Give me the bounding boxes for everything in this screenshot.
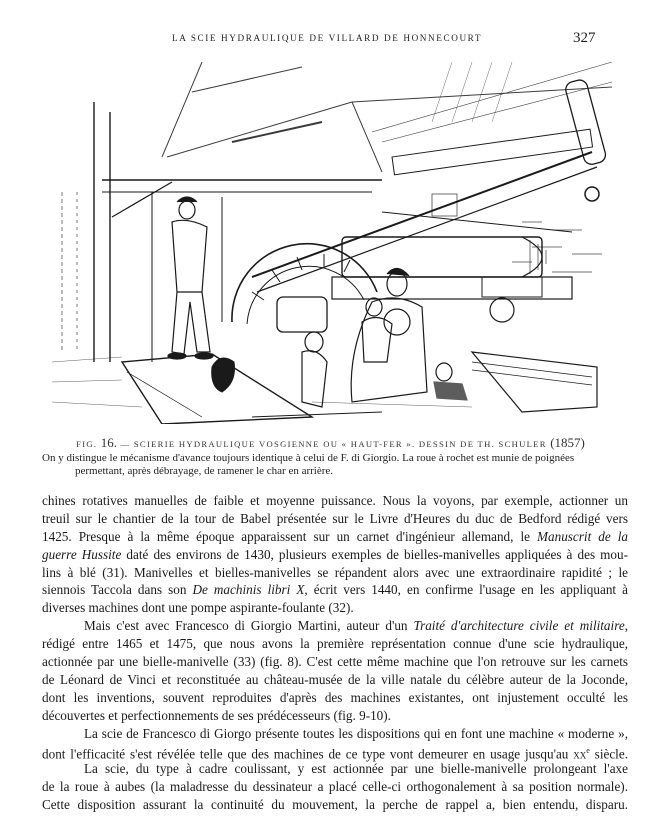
text-line: actionnée par une bielle-manivelle (33) (fig. 8). C'est cette même machine que l'on retrouve sur les carnets: [42, 654, 628, 670]
text-line: de la roue à aubes (la maladresse du dessinateur a placé celle-ci orthogonalement à sa position normale).: [42, 779, 628, 795]
text-line: de Léonard de Vinci et reconstituée au château-musée de la ville natale du célèbre auteur de la Joconde,: [42, 671, 628, 687]
caption-line: On y distingue le mécanisme d'avance toujours identique à celui de F. di Giorgio. La roue à rochet est munie de poignées: [42, 452, 575, 464]
text-line: 1425. Presque à la même époque apparaissent sur un carnet d'ingénieur allemand, le Manuscrit de la: [42, 528, 628, 544]
engraving-illustration: [52, 62, 620, 424]
italic-title: De machinis libri X: [192, 582, 305, 598]
page-number: 327: [573, 30, 596, 46]
figure-caption-title: [0, 435, 661, 451]
ground: [52, 357, 472, 407]
figure-title: SCIERIE HYDRAULIQUE VOSGIENNE OU « HAUT-FER ». DESSIN DE TH. SCHULER: [133, 439, 547, 449]
text-line: La scie, du type à cadre coulissant, y est actionnée par une bielle-manivelle prolongeant l'axe: [84, 761, 628, 777]
figure-dash: —: [120, 439, 131, 449]
text-line: dont les inventions, souvent reproduites d'après des machines existantes, ont injustement occulté les: [42, 689, 628, 705]
brick-wall: [432, 194, 602, 272]
text-line: treuil sur le chantier de la tour de Babel présentée sur le Livre d'Heures du duc de Bedford rédigé vers: [42, 510, 628, 526]
text-line: lins à blé (31). Manivelles et bielles-manivelles se répandent alors avec une extraordinaire rapidité ; le: [42, 564, 628, 580]
front-log: [472, 352, 597, 412]
figure-number: 16.: [100, 435, 118, 450]
dog: [212, 358, 235, 392]
figure-label: FIG.: [76, 439, 98, 449]
figure-caption-body: [42, 452, 628, 477]
text-line: guerre Hussite daté des environs de 1430, plusieurs exemples de bielles-manivelles appliquées à des mou-: [42, 546, 628, 562]
caption-line: permettant, après débrayage, de ramener le char en arrière.: [75, 464, 334, 477]
body-text: [42, 492, 628, 814]
standing-man: [168, 197, 213, 359]
text-line: découvertes et perfectionnements de ses prédécesseurs (fig. 9-10).: [42, 707, 391, 723]
figure-year: (1857): [550, 435, 585, 450]
crouching-child: [302, 332, 327, 407]
main-beam: [102, 129, 593, 217]
figure-illustration: [52, 62, 620, 424]
running-title: LA SCIE HYDRAULIQUE DE VILLARD DE HONNECOURT: [172, 33, 483, 43]
text-line: La scie de Francesco di Giorgo présente toutes les dispositions qui en font une machine « moderne »,: [84, 725, 628, 741]
text-line: rédigé entre 1465 et 1475, que nous avons la première représentation connue d'une scie hydraulique,: [42, 636, 628, 652]
text-line: siennois Taccola dans son De machinis libri X, écrit vers 1440, en confirme l'usage en les appliquant à: [42, 582, 628, 598]
italic-title: guerre Hussite: [42, 546, 122, 562]
seated-mother: [351, 268, 427, 402]
text-line: diverses machines dont une pompe aspirante-foulante (32).: [42, 600, 354, 616]
foreground-plank: [122, 354, 382, 424]
italic-title: Traité d'architecture civile et militaire: [413, 618, 625, 634]
left-posts: [62, 102, 222, 362]
lever-beam: [252, 78, 607, 292]
text-line: Mais c'est avec Francesco di Giorgio Martini, auteur d'un Traité d'architecture civile et militaire,: [84, 618, 628, 634]
roof-structure: [162, 62, 612, 172]
text-line: dont l'efficacité s'est révélée telle que des machines de ce type vont demeurer en usage jusqu'au $xx^e$ siècle.: [42, 746, 628, 762]
text-line: chines rotatives manuelles de faible et moyenne puissance. Nous la voyons, par exemple, actionner un: [42, 493, 628, 508]
child-by-log: [434, 363, 467, 400]
italic-title: Manuscrit de la: [537, 528, 628, 544]
text-line: Cette disposition assurant la continuité du mouvement, la perche de rappel a, bien entendu, disparu.: [42, 797, 628, 813]
running-head: [0, 30, 661, 50]
